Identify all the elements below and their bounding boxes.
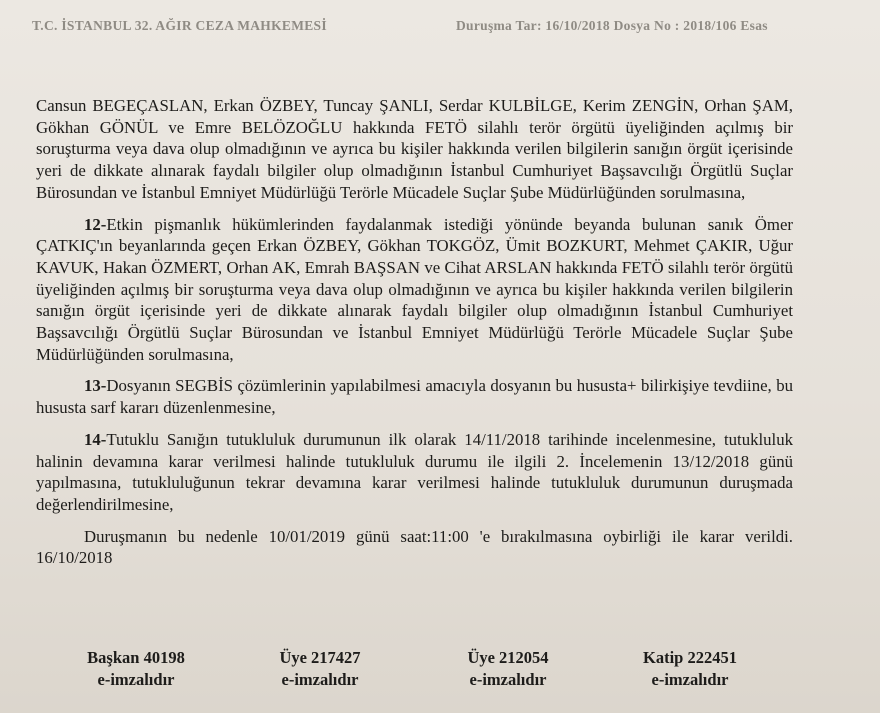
signature-title: Katip 222451 bbox=[643, 648, 737, 667]
signature-uye-1 bbox=[240, 648, 400, 690]
court-name: T.C. İSTANBUL 32. AĞIR CEZA MAHKEMESİ bbox=[32, 18, 327, 33]
item-text: Etkin pişmanlık hükümlerinden faydalanmak istediği yönünde beyanda bulunan sanık Ömer ÇATKIÇ'ın beyanlarında geçen Erkan ÖZBEY, Gökhan TOKGÖZ, Ümit BOZKURT, Mehmet ÇAKIR, Uğur KAVUK, Hakan ÖZMERT, Orhan AK, Emrah BAŞSAN ve Cihat ARSLAN hakkında FETÖ silahlı terör örgütü üyeliğinden açılmış bir soruşturma veya dava olup olmadığının ve ayrıca bu kişiler hakkında verilen bilgilerin sanığın örgüt içerisinde yeri de dikkate alınarak faydalı bilgiler olup olmadığının İstanbul Cumhuriyet Başsavcılığı Örgütlü Suçlar Bürosundan ve İstanbul Emniyet Müdürlüğü Terörle Mücadele Suçlar Şube Müdürlüğünden sorulmasına, bbox=[36, 214, 793, 364]
item-number: 13- bbox=[84, 376, 107, 396]
signature-uye-2 bbox=[428, 648, 588, 690]
item-number: 14- bbox=[84, 429, 107, 449]
signature-status: e-imzalıdır bbox=[281, 670, 359, 689]
closing-paragraph: Duruşmanın bu nedenle 10/01/2019 günü saat:11:00 'e bırakılmasına oybirliği ile karar verildi. 16/10/2018 bbox=[36, 526, 793, 568]
item-14-paragraph bbox=[36, 429, 793, 516]
signature-title: Üye 217427 bbox=[279, 648, 361, 667]
signature-title: Başkan 40198 bbox=[87, 648, 185, 667]
item-text: Tutuklu Sanığın tutukluluk durumunun ilk olarak 14/11/2018 tarihinde incelenmesine, tutukluluk halinin devamına karar verilmesi halinde tutukluluk durumu ile ilgili 2. İncelemenin 13/12/2018 günü yapılmasına, tutukluluğunun tekrar devamına karar verilmesi halinde tutukluluk durumunun duruşmada değerlendirilmesine, bbox=[36, 429, 793, 514]
signature-baskan bbox=[56, 648, 216, 690]
signature-katip bbox=[610, 648, 770, 690]
signature-status: e-imzalıdır bbox=[651, 670, 729, 689]
signature-status: e-imzalıdır bbox=[97, 670, 175, 689]
signature-status: e-imzalıdır bbox=[469, 670, 547, 689]
signature-title: Üye 212054 bbox=[467, 648, 549, 667]
intro-paragraph: Cansun BEGEÇASLAN, Erkan ÖZBEY, Tuncay ŞANLI, Serdar KULBİLGE, Kerim ZENGİN, Orhan ŞAM, Gökhan GÖNÜL ve Emre BELÖZOĞLU hakkında FETÖ silahlı terör örgütü üyeliğinden açılmış bir soruşturma veya dava olup olmadığının ve ayrıca bu kişiler hakkında verilen bilgilerin sanığın örgüt içerisinde yeri de dikkate alınarak faydalı bilgiler olup olmadığının İstanbul Cumhuriyet Başsavcılığı Örgütlü Suçlar Bürosundan ve İstanbul Emniyet Müdürlüğü Terörle Mücadele Suçlar Şube Müdürlüğünden sorulmasına, bbox=[36, 96, 793, 202]
item-text: Dosyanın SEGBİS çözümlerinin yapılabilmesi amacıyla dosyanın bu hususta+ bilirkişiye tevdiine, bu hususta sarf kararı düzenlenmesine, bbox=[36, 376, 793, 418]
item-13-paragraph bbox=[36, 375, 793, 418]
document-body bbox=[36, 95, 793, 569]
hearing-meta: Duruşma Tar: 16/10/2018 Dosya No : 2018/106 Esas bbox=[456, 18, 768, 33]
item-number: 12- bbox=[84, 214, 107, 234]
item-12-paragraph bbox=[36, 214, 793, 366]
